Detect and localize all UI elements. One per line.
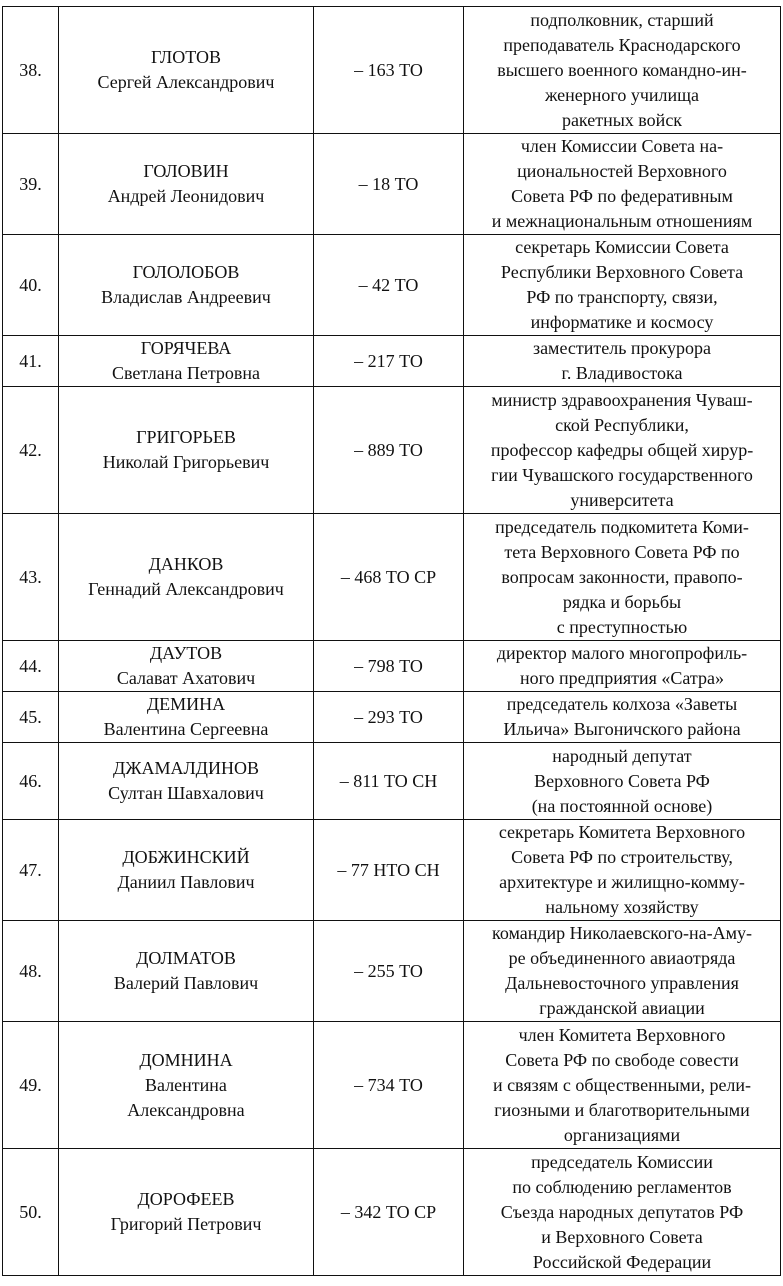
table-body <box>3 7 781 1276</box>
deputy-given-name: Салават Ахатович <box>116 668 256 688</box>
row-number: 45. <box>3 692 59 743</box>
deputy-surname: ДОЛМАТОВ <box>136 948 236 968</box>
row-number: 47. <box>3 820 59 921</box>
deputy-position-cell <box>464 387 781 514</box>
position-line: преподаватель Краснодарского <box>503 34 741 55</box>
deputy-position-cell <box>464 641 781 692</box>
position-line: университета <box>570 489 674 510</box>
deputy-surname: ГРИГОРЬЕВ <box>136 427 236 447</box>
deputy-given-name: Сергей Александрович <box>97 72 275 92</box>
deputy-name-cell <box>59 235 314 336</box>
deputy-given-name: Александровна <box>127 1099 245 1120</box>
deputy-given-name: Николай Григорьевич <box>102 452 270 472</box>
position-line: министр здравоохранения Чуваш- <box>491 389 753 410</box>
table-row <box>3 743 781 820</box>
deputy-given-name: Валентина <box>145 1074 227 1095</box>
table-row <box>3 514 781 641</box>
electoral-district: – 255 ТО <box>314 921 464 1022</box>
electoral-district: – 811 ТО СН <box>314 743 464 820</box>
electoral-district: – 217 ТО <box>314 336 464 387</box>
deputy-position-cell <box>464 1022 781 1149</box>
deputy-position-cell <box>464 134 781 235</box>
deputy-name-cell <box>59 387 314 514</box>
position-line: председатель подкомитета Коми- <box>495 516 749 537</box>
deputy-surname: ГОРЯЧЕВА <box>140 338 232 358</box>
position-line: Совета РФ по строительству, <box>511 847 733 867</box>
deputy-surname: ДОМНИНА <box>139 1049 233 1070</box>
table-row <box>3 336 781 387</box>
position-line: информатике и космосу <box>530 312 714 332</box>
position-line: Съезда народных депутатов РФ <box>500 1201 744 1222</box>
deputy-given-name: Владислав Андреевич <box>101 287 271 307</box>
deputy-given-name: Султан Шавхалович <box>108 783 264 803</box>
table-row <box>3 1022 781 1149</box>
deputy-name-cell <box>59 820 314 921</box>
position-line: председатель Комиссии <box>531 1151 713 1172</box>
row-number: 41. <box>3 336 59 387</box>
position-line: г. Владивостока <box>561 363 683 383</box>
position-line: гражданской авиации <box>539 998 705 1018</box>
electoral-district: – 734 ТО <box>314 1022 464 1149</box>
position-line: (на постоянной основе) <box>531 795 713 816</box>
deputy-position-cell <box>464 514 781 641</box>
deputy-name-cell <box>59 1149 314 1276</box>
position-line: Верховного Совета РФ <box>534 770 710 791</box>
table-row <box>3 820 781 921</box>
position-line: ре объединенного авиаотряда <box>508 948 736 968</box>
position-line: архитектуре и жилищно-комму- <box>499 872 745 892</box>
deputy-surname: ДАНКОВ <box>148 554 224 574</box>
position-line: и связям с общественными, рели- <box>492 1074 752 1095</box>
position-line: председатель колхоза «Заветы <box>506 694 738 714</box>
deputy-position-cell <box>464 921 781 1022</box>
deputy-name-cell <box>59 514 314 641</box>
position-line: Дальневосточного управления <box>505 973 739 993</box>
position-line: член Комиссии Совета на- <box>520 136 724 156</box>
position-line: гии Чувашского государственного <box>491 464 753 485</box>
table-row <box>3 692 781 743</box>
position-line: Совета РФ по федеративным <box>511 186 733 206</box>
position-line: и Верховного Совета <box>541 1226 703 1247</box>
table-row <box>3 134 781 235</box>
deputy-surname: ДЕМИНА <box>146 694 226 714</box>
table-row <box>3 641 781 692</box>
deputy-position-cell <box>464 7 781 134</box>
deputy-name-cell <box>59 743 314 820</box>
table-row <box>3 921 781 1022</box>
electoral-district: – 77 НТО СН <box>314 820 464 921</box>
position-line: ракетных войск <box>561 109 683 130</box>
position-line: нальному хозяйству <box>545 897 699 917</box>
electoral-district: – 798 ТО <box>314 641 464 692</box>
electoral-district: – 342 ТО СР <box>314 1149 464 1276</box>
position-line: рядка и борьбы <box>562 591 682 612</box>
deputy-given-name: Валентина Сергеевна <box>103 719 269 739</box>
position-line: профессор кафедры общей хирур- <box>490 439 754 460</box>
position-line: вопросам законности, правопо- <box>501 566 743 587</box>
table-row <box>3 1149 781 1276</box>
deputy-given-name: Валерий Павлович <box>113 973 259 993</box>
position-line: и межнациональным отношениям <box>491 211 753 231</box>
deputy-surname: ДОБЖИНСКИЙ <box>122 847 250 867</box>
electoral-district: – 293 ТО <box>314 692 464 743</box>
deputy-name-cell <box>59 921 314 1022</box>
deputy-given-name: Григорий Петрович <box>110 1214 262 1234</box>
deputy-given-name: Даниил Павлович <box>117 872 255 892</box>
deputy-position-cell <box>464 235 781 336</box>
row-number: 49. <box>3 1022 59 1149</box>
position-line: организациями <box>563 1124 681 1145</box>
deputy-position-cell <box>464 336 781 387</box>
row-number: 39. <box>3 134 59 235</box>
position-line: высшего военного командно-ин- <box>497 59 747 80</box>
table-row <box>3 387 781 514</box>
electoral-district: – 163 ТО <box>314 7 464 134</box>
row-number: 46. <box>3 743 59 820</box>
deputy-position-cell <box>464 692 781 743</box>
row-number: 44. <box>3 641 59 692</box>
position-line: командир Николаевского-на-Аму- <box>492 923 752 943</box>
position-line: директор малого многопрофиль- <box>496 643 748 663</box>
deputies-table <box>2 6 781 1276</box>
deputy-name-cell <box>59 336 314 387</box>
deputy-position-cell <box>464 743 781 820</box>
position-line: тета Верховного Совета РФ по <box>504 541 740 562</box>
deputy-surname: ДАУТОВ <box>149 643 223 663</box>
deputy-given-name: Андрей Леонидович <box>107 186 265 206</box>
deputy-surname: ДОРОФЕЕВ <box>137 1189 235 1209</box>
position-line: народный депутат <box>552 745 692 766</box>
deputy-position-cell <box>464 1149 781 1276</box>
position-line: член Комитета Верховного <box>518 1024 726 1045</box>
position-line: циональностей Верховного <box>517 161 727 181</box>
deputy-name-cell <box>59 7 314 134</box>
deputy-surname: ГОЛОЛОБОВ <box>132 262 240 282</box>
position-line: секретарь Комитета Верховного <box>498 822 746 842</box>
position-line: РФ по транспорту, связи, <box>526 287 718 307</box>
electoral-district: – 889 ТО <box>314 387 464 514</box>
electoral-district: – 18 ТО <box>314 134 464 235</box>
deputy-surname: ДЖАМАЛДИНОВ <box>113 758 259 778</box>
deputy-given-name: Светлана Петровна <box>111 363 261 383</box>
deputy-name-cell <box>59 641 314 692</box>
position-line: подполковник, старший <box>530 9 714 30</box>
deputy-surname: ГОЛОВИН <box>143 161 229 181</box>
electoral-district: – 468 ТО СР <box>314 514 464 641</box>
position-line: Республики Верховного Совета <box>500 262 744 282</box>
position-line: Ильича» Выгоничского района <box>503 719 741 739</box>
position-line: с преступностью <box>556 616 688 637</box>
row-number: 48. <box>3 921 59 1022</box>
deputy-name-cell <box>59 1022 314 1149</box>
position-line: гиозными и благотворительными <box>494 1099 750 1120</box>
position-line: Российской Федерации <box>532 1251 712 1272</box>
position-line: секретарь Комиссии Совета <box>515 237 729 257</box>
position-line: заместитель прокурора <box>532 338 712 358</box>
row-number: 43. <box>3 514 59 641</box>
deputy-position-cell <box>464 820 781 921</box>
row-number: 38. <box>3 7 59 134</box>
row-number: 40. <box>3 235 59 336</box>
row-number: 50. <box>3 1149 59 1276</box>
deputy-given-name: Геннадий Александрович <box>88 579 284 599</box>
row-number: 42. <box>3 387 59 514</box>
table-row <box>3 235 781 336</box>
position-line: ного предприятия «Сатра» <box>519 668 725 688</box>
position-line: ской Республики, <box>555 414 689 435</box>
electoral-district: – 42 ТО <box>314 235 464 336</box>
table-row <box>3 7 781 134</box>
position-line: по соблюдению регламентов <box>512 1176 732 1197</box>
deputy-name-cell <box>59 134 314 235</box>
position-line: Совета РФ по свободе совести <box>505 1049 739 1070</box>
position-line: женерного училища <box>544 84 700 105</box>
deputy-name-cell <box>59 692 314 743</box>
deputy-surname: ГЛОТОВ <box>150 47 222 67</box>
